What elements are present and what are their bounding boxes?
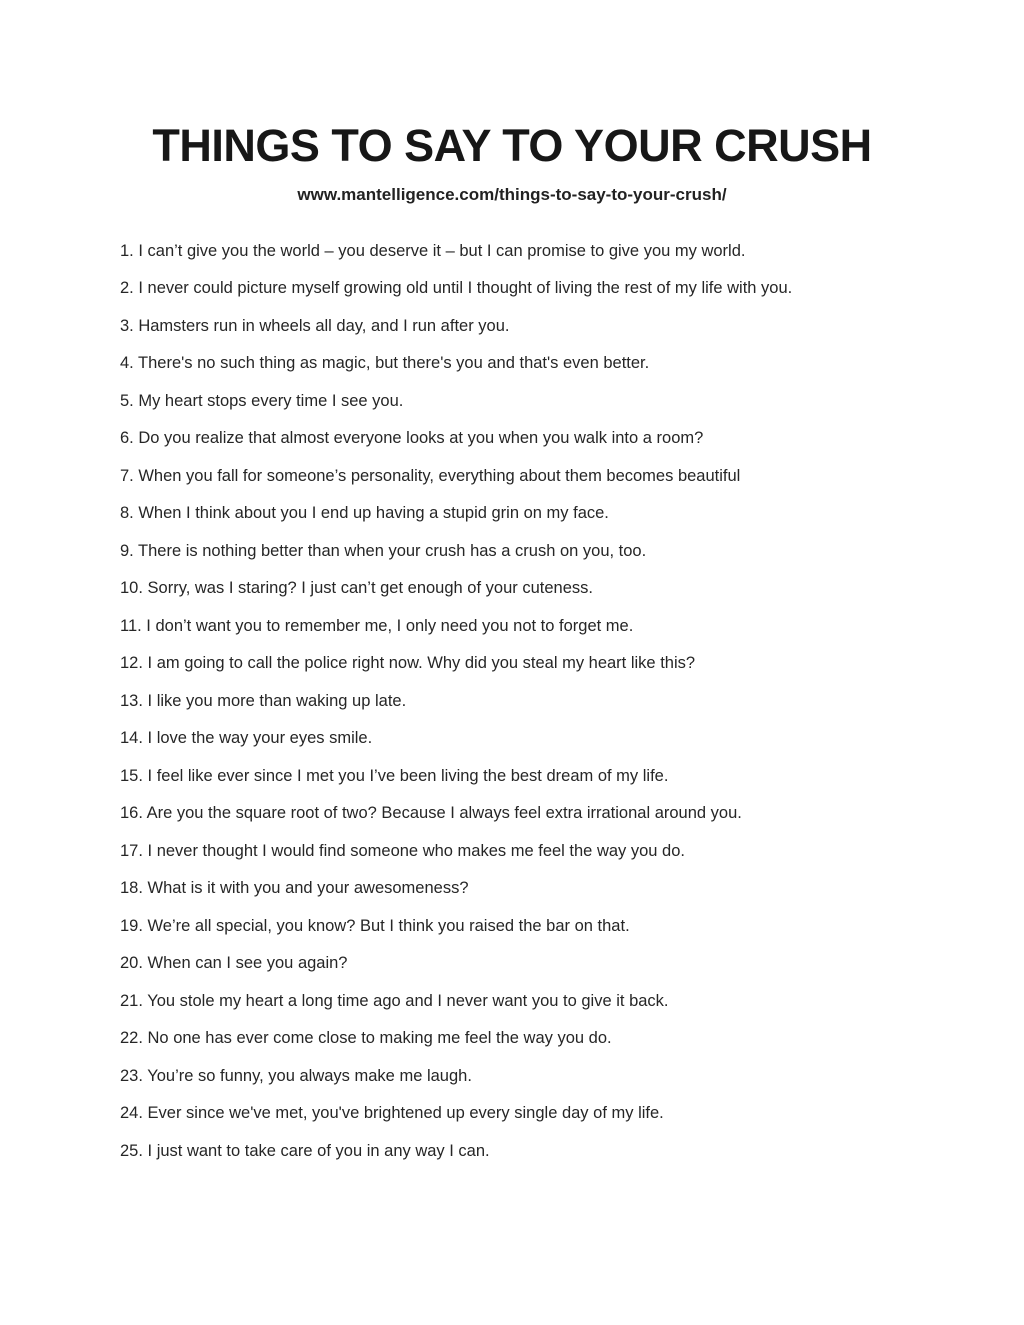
- list-item: 19. We’re all special, you know? But I think you raised the bar on that.: [120, 916, 630, 935]
- list-item: 6. Do you realize that almost everyone looks at you when you walk into a room?: [120, 429, 704, 447]
- list-item: 3. Hamsters run in wheels all day, and I run after you.: [120, 316, 510, 335]
- list-item: 22. No one has ever come close to making me feel the way you do.: [120, 1029, 612, 1047]
- list-item: 23. You’re so funny, you always make me laugh.: [120, 1066, 472, 1085]
- list-item: 8. When I think about you I end up having a stupid grin on my face.: [120, 504, 609, 522]
- list-item: 7. When you fall for someone’s personality, everything about them becomes beautiful: [120, 466, 741, 485]
- list-item: 1. I can’t give you the world – you deserve it – but I can promise to give you my world.: [120, 241, 746, 260]
- list-item: 11. I don’t want you to remember me, I only need you not to forget me.: [120, 616, 634, 635]
- quote-list: [0, 243, 1024, 1160]
- page-title: THINGS TO SAY TO YOUR CRUSH: [152, 120, 872, 171]
- list-item: 14. I love the way your eyes smile.: [120, 729, 373, 747]
- list-item: 13. I like you more than waking up late.: [120, 691, 407, 710]
- list-item: 17. I never thought I would find someone who makes me feel the way you do.: [120, 841, 685, 860]
- list-item: 12. I am going to call the police right now. Why did you steal my heart like this?: [120, 654, 696, 672]
- list-item: 5. My heart stops every time I see you.: [120, 391, 404, 410]
- list-item: 2. I never could picture myself growing old until I thought of living the rest of my life with you.: [120, 279, 793, 297]
- list-item: 4. There's no such thing as magic, but there's you and that's even better.: [120, 354, 650, 372]
- list-item: 20. When can I see you again?: [120, 954, 348, 972]
- list-item: 24. Ever since we've met, you've brightened up every single day of my life.: [120, 1104, 664, 1122]
- list-item: 15. I feel like ever since I met you I’ve been living the best dream of my life.: [120, 766, 669, 785]
- list-item: 25. I just want to take care of you in any way I can.: [120, 1141, 490, 1160]
- source-url: www.mantelligence.com/things-to-say-to-your-crush/: [297, 184, 727, 204]
- list-item: 18. What is it with you and your awesomeness?: [120, 879, 469, 897]
- list-item: 16. Are you the square root of two? Because I always feel extra irrational around you.: [120, 804, 742, 822]
- list-item: 21. You stole my heart a long time ago and I never want you to give it back.: [120, 991, 669, 1010]
- list-item: 9. There is nothing better than when your crush has a crush on you, too.: [120, 541, 647, 560]
- list-item: 10. Sorry, was I staring? I just can’t get enough of your cuteness.: [120, 579, 593, 597]
